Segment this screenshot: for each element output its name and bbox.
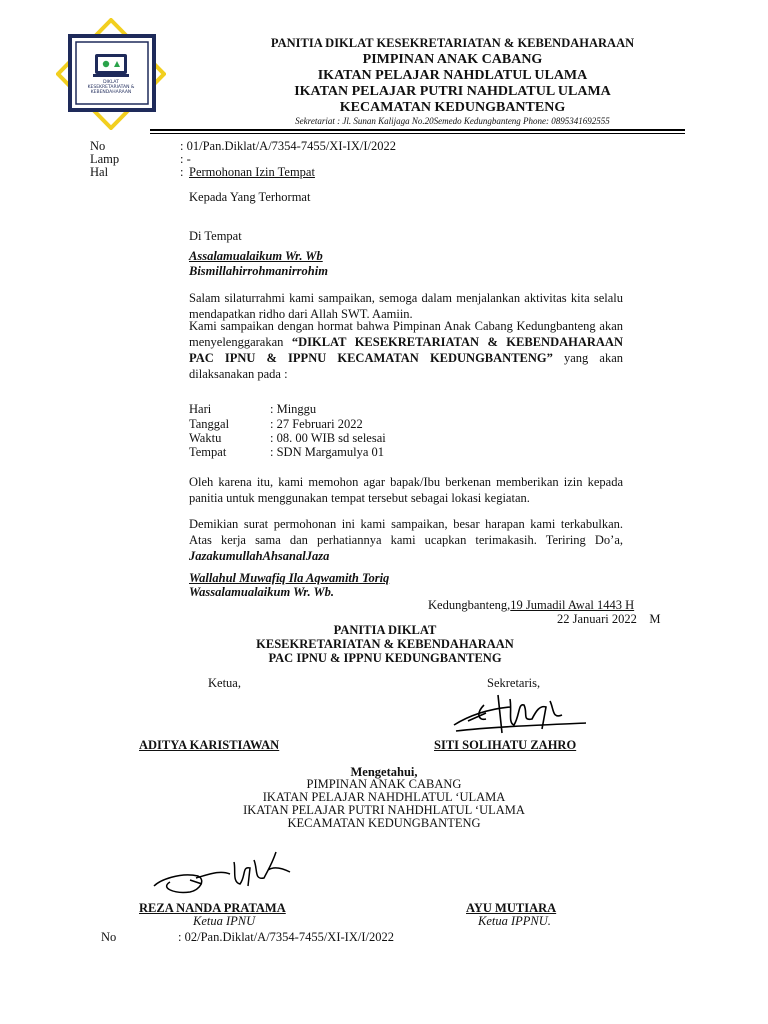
- header-line1: PANITIA DIKLAT KESEKRETARIATAN & KEBENDAHARAAN: [270, 36, 635, 50]
- sekretaris-title: Sekretaris,: [487, 676, 541, 690]
- header-line3: IKATAN PELAJAR NAHDLATUL ULAMA: [317, 68, 588, 83]
- detail-value: : Minggu: [270, 402, 317, 416]
- ketua-title: Ketua,: [208, 676, 241, 690]
- detail-label: Tempat: [189, 445, 227, 459]
- letter-date: [428, 598, 634, 613]
- body-paragraph-2-end: yang akan dilaksanakan pada :: [189, 351, 623, 381]
- acknowledgement-line5: KECAMATAN KEDUNGBANTENG: [287, 816, 481, 830]
- recipient-place: Di Tempat: [189, 229, 242, 243]
- opening-basmalah: Bismillahirrohmanirrohim: [189, 264, 328, 278]
- acknowledgement-line2: PIMPINAN ANAK CABANG: [306, 777, 462, 791]
- acknowledgement-line1: Mengetahui,: [350, 765, 418, 779]
- date-place: Kedungbanteng,: [428, 598, 511, 612]
- header-address: Sekretariat : Jl. Sunan Kalijaga No.20Semedo Kedungbanteng Phone: 0895341692555: [295, 116, 610, 126]
- ippnu-leader-name: AYU MUTIARA: [466, 901, 557, 915]
- body-paragraph-2: [189, 318, 623, 382]
- header-line5: KECAMATAN KEDUNGBANTENG: [339, 100, 566, 115]
- acknowledgement-line3: IKATAN PELAJAR NAHDHLATUL ‘ULAMA: [262, 790, 506, 804]
- event-title: “DIKLAT KESEKRETARIATAN & KEBENDAHARAAN PAC IPNU & IPPNU KECAMATAN KEDUNGBANTENG”: [189, 335, 623, 365]
- detail-value: : 08. 00 WIB sd selesai: [270, 431, 386, 445]
- logo-text-line3: KEBENDAHARAAN: [90, 90, 132, 95]
- meta-lamp-label: Lamp: [90, 152, 120, 166]
- body-paragraph-4: [189, 516, 623, 564]
- logo-text-line2: KESEKRETARIATAN &: [87, 85, 135, 90]
- organization-logo: [56, 18, 166, 130]
- meta-no-label: No: [90, 139, 106, 153]
- header-divider-bottom: [150, 133, 685, 134]
- committee-line3: PAC IPNU & IPPNU KEDUNGBANTENG: [268, 651, 502, 665]
- detail-label: Waktu: [189, 431, 222, 445]
- date-hijri: 19 Jumadil Awal 1443 H: [510, 598, 635, 612]
- acknowledgement-line4: IKATAN PELAJAR PUTRI NAHDHLATUL ‘ULAMA: [243, 803, 525, 817]
- footer-no-value: : 02/Pan.Diklat/A/7354-7455/XI-IX/I/2022: [178, 930, 394, 944]
- closing-wallahul: Wallahul Muwafiq Ila Aqwamith Toriq: [189, 571, 390, 585]
- recipient-greeting: Kepada Yang Terhormat: [189, 190, 311, 204]
- date-masehi: 22 Januari 2022 M: [557, 612, 661, 626]
- ketua-name: ADITYA KARISTIAWAN: [139, 738, 280, 752]
- committee-line1: PANITIA DIKLAT: [333, 623, 437, 637]
- committee-line2: KESEKRETARIATAN & KEBENDAHARAAN: [256, 637, 514, 651]
- sekretaris-signature: [450, 685, 590, 740]
- body-paragraph-1: Salam silaturrahmi kami sampaikan, semoga dalam menjalankan aktivitas kita selalu mendapatkan ridho dari Allah SWT. Aamiin.: [189, 291, 623, 321]
- meta-hal-label: Hal: [90, 165, 109, 179]
- meta-lamp-value: : -: [180, 152, 191, 166]
- ippnu-leader-title: Ketua IPPNU.: [478, 914, 551, 928]
- detail-label: Tanggal: [189, 417, 230, 431]
- body-paragraph-4-text: Demikian surat permohonan ini kami sampaikan, besar harapan kami terkabulkan. Atas kerja sama dan perhatiannya kami ucapkan terimakasih. Teriring Do’a,: [189, 517, 623, 547]
- closing-wassalam: Wassalamualaikum Wr. Wb.: [189, 585, 334, 599]
- detail-value: : SDN Margamulya 01: [270, 445, 384, 459]
- detail-label: Hari: [189, 402, 212, 416]
- logo-text-line1: DIKLAT: [103, 80, 119, 85]
- meta-hal-colon: :: [180, 165, 184, 179]
- body-paragraph-3: Oleh karena itu, kami memohon agar bapak/Ibu berkenan memberikan izin kepada panitia untuk menggunakan tempat tersebut sebagai lokasi kegiatan.: [189, 475, 623, 505]
- header-line4: IKATAN PELAJAR PUTRI NAHDLATUL ULAMA: [294, 84, 611, 99]
- body-paragraph-2-intro: Kami sampaikan dengan hormat bahwa Pimpinan Anak Cabang Kedungbanteng akan menyelenggarakan: [189, 319, 623, 349]
- header-line2: PIMPINAN ANAK CABANG: [362, 52, 543, 67]
- ipnu-signature: [150, 840, 300, 900]
- logo-emblem-icon: [56, 18, 166, 130]
- sekretaris-name: SITI SOLIHATU ZAHRO: [434, 738, 577, 752]
- detail-value: : 27 Februari 2022: [270, 417, 363, 431]
- meta-hal-value: Permohonan Izin Tempat: [189, 165, 315, 179]
- closing-prayer: JazakumullahAhsanalJaza: [189, 549, 330, 563]
- opening-salam: Assalamualaikum Wr. Wb: [189, 249, 323, 263]
- footer-no-label: No: [101, 930, 117, 944]
- ipnu-leader-name: REZA NANDA PRATAMA: [139, 901, 286, 915]
- header-divider-top: [150, 129, 685, 131]
- meta-no-value: : 01/Pan.Diklat/A/7354-7455/XI-IX/I/2022: [180, 139, 396, 153]
- ipnu-leader-title: Ketua IPNU: [193, 914, 256, 928]
